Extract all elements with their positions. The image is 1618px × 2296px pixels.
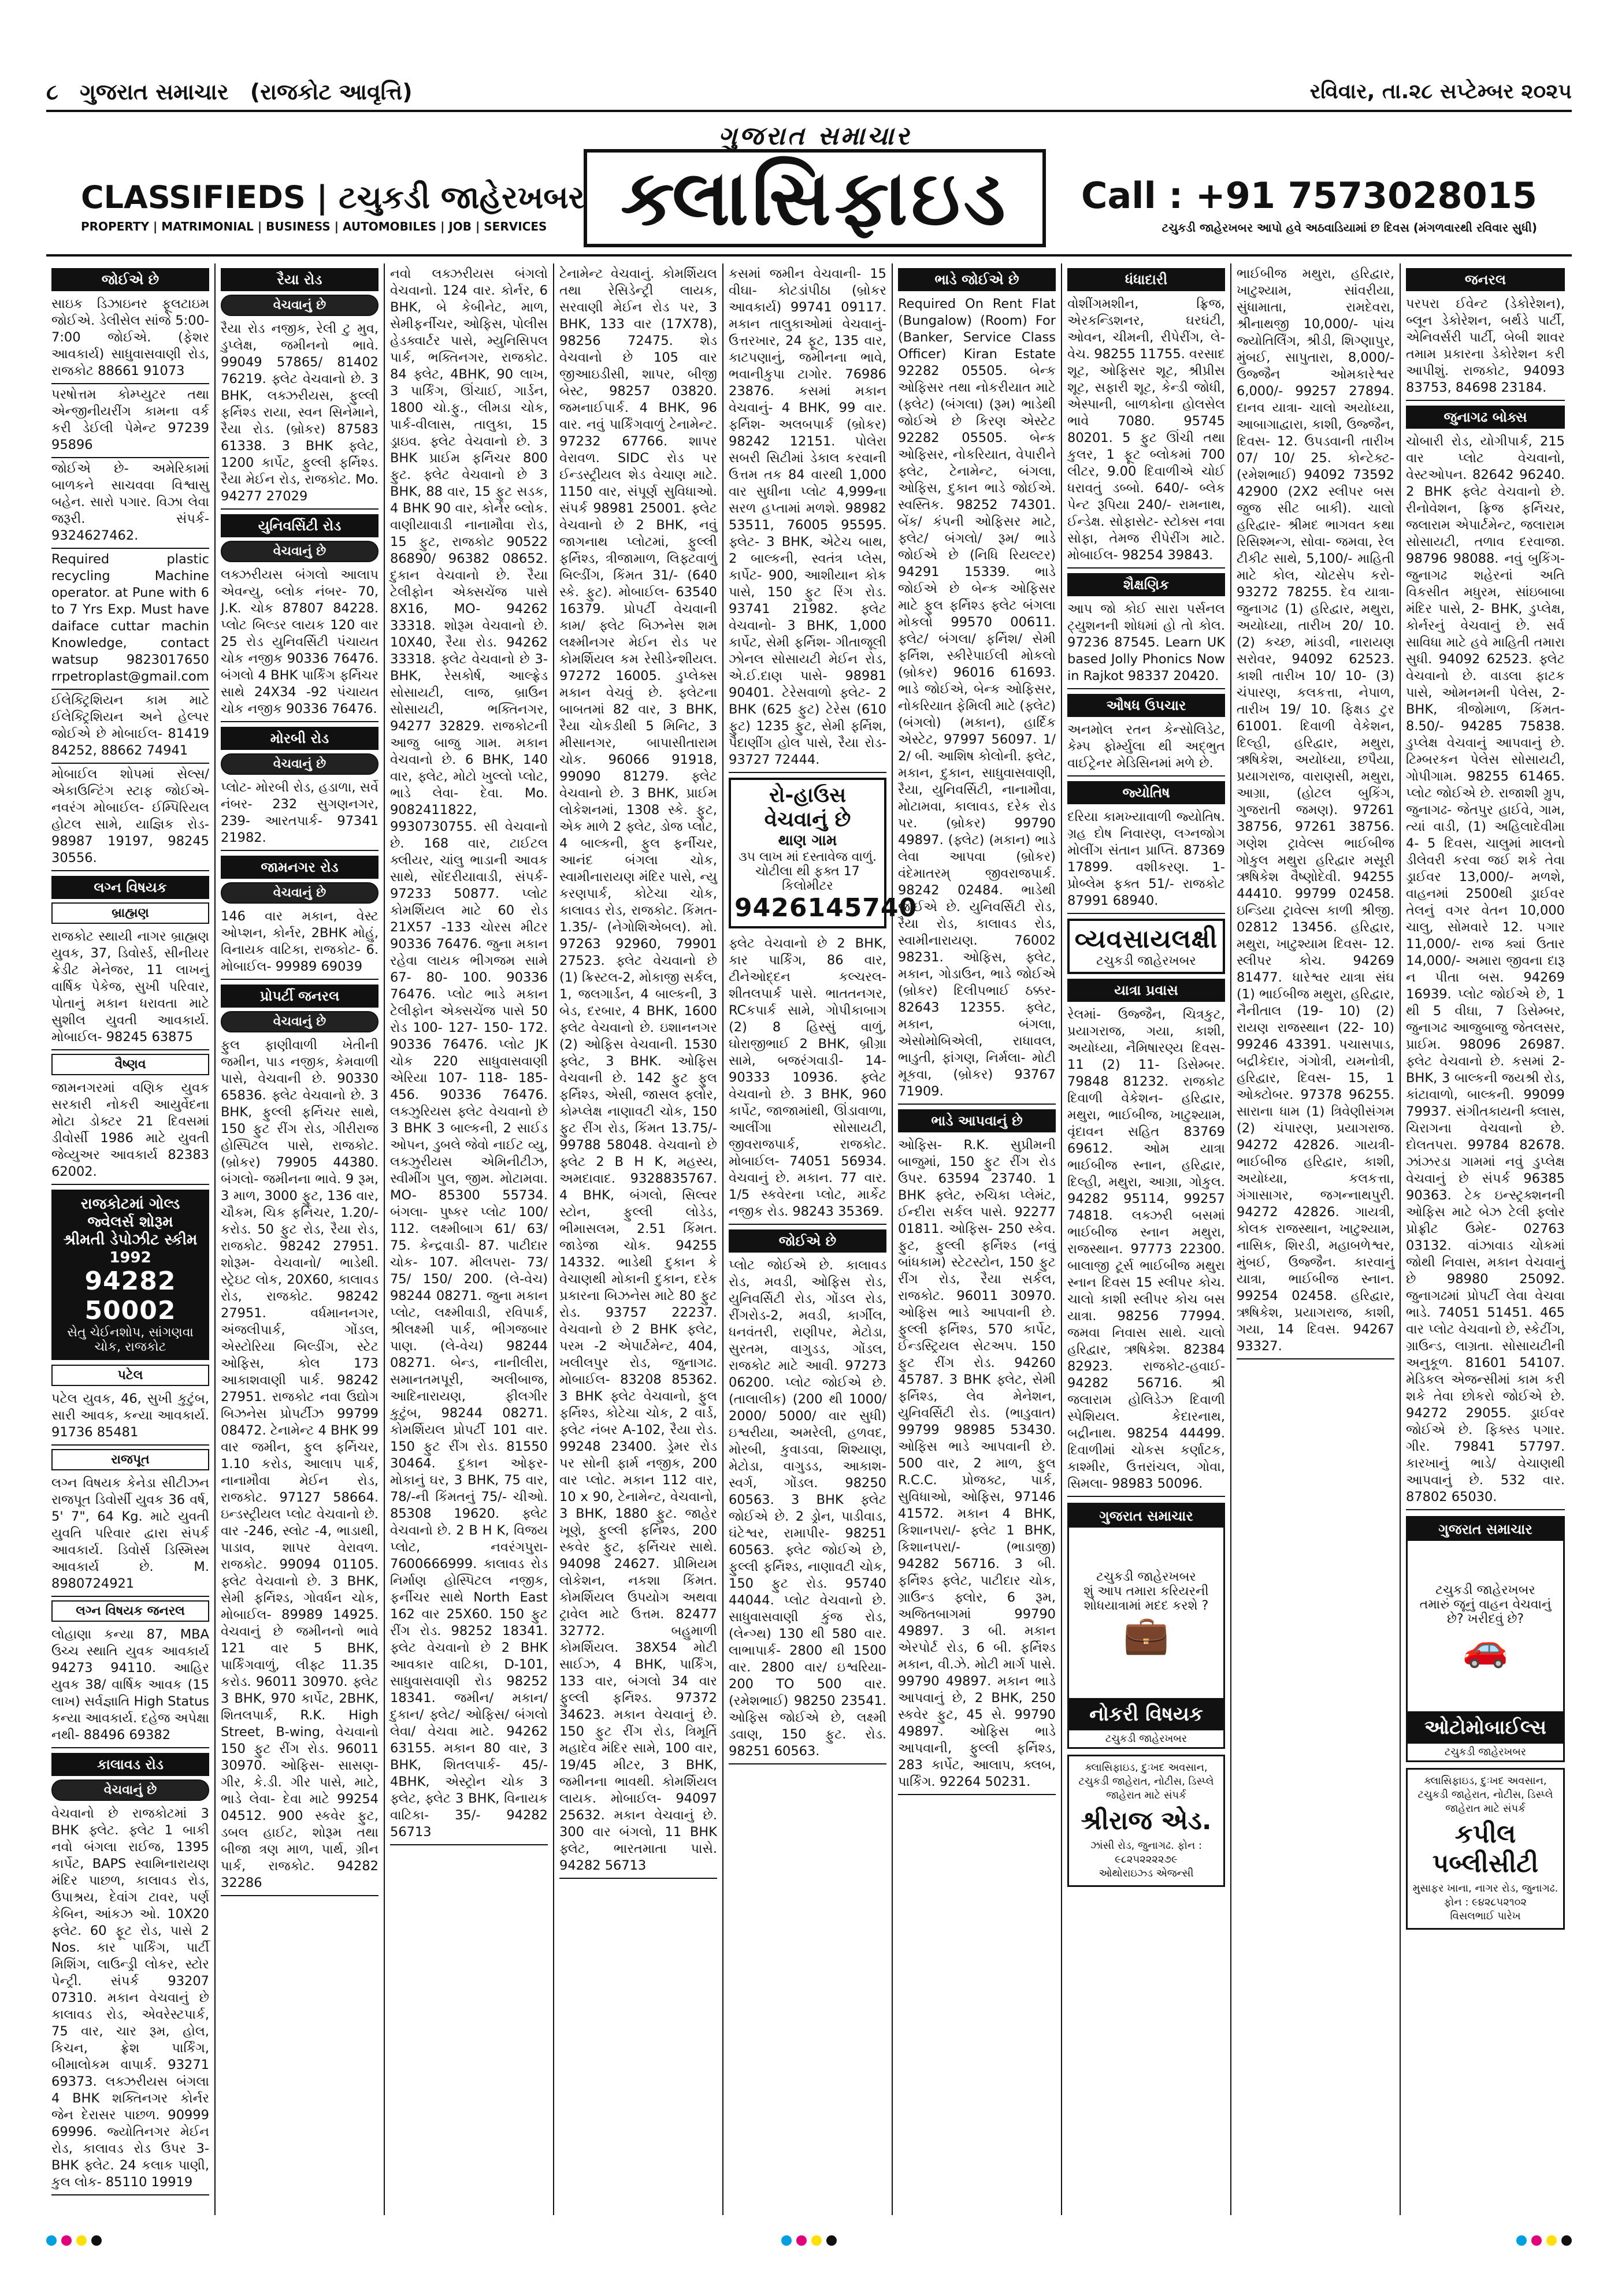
ad: કસમાં જમીન વેચવાની- 15 વીઘા- કોટડાંપીઠા (બ્રોકર આવકાર્ય) 99741 09117. મકાન તાલુકાઓમાં વેચવાનું- ઉત્તરખાર, 24 ફૂટ, 135 વાર, કાટપણાનું, જમીનના ભાવે, ભવાનીકુપા ટાગોર. 76986 23876. કસમાં મકાન વેચવાનું- 4 BHK, 99 વાર. ફર્નિશ- અલબપાર્ક (બ્રોકર) 98242 12151. પોલેરા સબરી સિટીમાં ડેકાલ કરવાની ઉત્તમ તક 84 વારથી 1,000 વાર સુધીના પ્લોટ 4,999ના સરળ હપ્તામાં મળશે. 98982 53511, 76005 95595. ફ્લેટ- 3 BHK, એટેચ બાથ, 2 બાલ્કની, સ્વતંત્ર પ્લેસ, કાર્પેટ- 900, આશીયાન કોક પાસે, 150 ફુટ રિંગ રોડ. 93741 21982. ફ્લેટ વેચવાનો- 3 BHK, 1,000 કાર્પેટ, સેમી ફર્નિશ- ગીતાજૂલી ઝોનલ સોસાયટી મેઈન રોડ, એ.ઈ.દાણ પાસે- 98981 90401. ટેરેસવાળો ફ્લેટ- 2 BHK (625 ફુટ) ટેરેસ (610 ફુટ) 1235 ફુટ, સેમી ફર્નિશ, પૈદાણીંગ હોલ પાસે, રૈયા રોડ- 93727 72444. — [729, 263, 886, 773]
agency-address: ઝાંસી રોડ, જુનાગઢ. ફોન : ૯૮૨૫૨૨૨૨૭૯ — [1090, 1840, 1203, 1866]
ad: જામનગરમાં વણિક યુવક સરકારી નોકરી આયુર્વેદના મોટા ડોક્ટર 21 દિવસમાં ડીવોર્સી 1986 માટે યુવતી જેવ્યુઅર આવકાર્ય 82383 62002. — [51, 1078, 209, 1185]
section-heading: ધંધાદારી — [1067, 268, 1225, 291]
subsection-heading: બ્રાહ્મણ — [51, 902, 209, 924]
print-footer — [46, 2223, 1572, 2258]
yellow-mark — [76, 2235, 87, 2246]
subsection-heading: પટેલ — [51, 1365, 209, 1386]
yellow-mark — [1546, 2235, 1557, 2246]
section-heading: ભાડે આપવાનું છે — [898, 1109, 1056, 1132]
ad: વોશીંગમશીન, ફ્રિજ, એરકન્ડિશનર, ઘરઘંટી, ઓવન, ચીમની, રીપેરીંગ, લે-વેચ. 98255 11755. વરસાદ શૂટ, ઓફિસર શૂટ, શ્રીપ્રીસ શૂટ, સફારી શૂટ, કેન્ડી જોધી, એસ્પાની, બાળકોના હોલસેલ ભાવે 7080. 95745 80201. 5 ફુટ ઊંચી તથા કુલર, 1 ફૂટ બ્લોકમાં 700 લીટર, 9.00 દિવાળીએ ચોઈ ધરાવતું ડબ્બો. 640/- બ્લેક પેન્ટ રૂપિયા 240/- રામનાથ, ઈન્ડેક્ષ. સોફાસેટ- સ્ટોક્સ નવા સોફા, તેમજ રીપેરીંગ માટે. મોબાઈલ- 98254 39843. — [1067, 293, 1225, 569]
ad: આપ જો કોઈ સારા પર્સનલ ટ્યુશનની શોધમાં હો તો કોલ. 97236 87545. Learn UK based Jolly Phonics Now in Rajkot 98337 20420. — [1067, 599, 1225, 689]
masthead — [46, 121, 1572, 257]
column-3 — [385, 263, 554, 2215]
ad: મોબાઈલ શોપમાં સેલ્સ/એકાઉન્ટિંગ સ્ટાફ જોઈએ- નવરંગ મોબાઈલ- ઈમ્પિરિયલ હોટલ સામે, યાજ્ઞિક રોડ- 98987 19197, 98245 30556. — [51, 764, 209, 871]
subsection-pill: વેચવાનું છે — [51, 1779, 209, 1801]
display-ad-phone: 9426145740 — [734, 893, 918, 923]
cyan-mark — [1516, 2235, 1527, 2246]
display-ad-row-house — [729, 778, 918, 928]
ad: પરપરા ઈવેન્ટ (ડેકોરેશન), બ્લૂન ડેકોરેશન, બર્થડે પાર્ટી, એનિવર્સરી પાર્ટી, બેબી શાવર તમામ પ્રકારના ડેકોરેશન કરી આપીશું. રાજકોટ, 94093 83753, 84698 23184. — [1406, 293, 1565, 401]
magenta-mark — [61, 2235, 72, 2246]
ad: રૈયા રોડ નજીક, રેલી ટુ મુવ, ડુપ્લેક્ષ, જમીનનો ભાવે. 99049 57865/ 81402 76219. ફ્લેટ વેચવાનો છે. 3 BHK, લક્ઝરીયસ, ફુલ્લી ફર્નિશ્ડ રાયા, સ્વન સિનેમાને, રૈયા રોડ. (બ્રોકર) 87583 61338. 3 BHK ફ્લેટ, 1200 કાર્પેટ, ફુલ્લી ફર્નિશ્ડ. રૈયા મેઈન રોડ, રાજકોટ. Mo. 94277 27029 — [221, 318, 378, 510]
ad: પરષોત્તમ કોમ્પ્યુટર તથા એન્જીનીયરીંગ કામના વર્ક કરી ડેઈલી પેમેન્ટ 97239 95896 — [51, 384, 209, 458]
briefcase-icon: 💼 — [1123, 1613, 1170, 1656]
issue-date: રવિવાર, તા.૨૮ સપ્ટેમ્બર ૨૦૨૫ — [1309, 80, 1572, 103]
promo-footer: ટચુકડી જાહેરખબર — [1444, 1746, 1527, 1758]
section-heading: કાલાવડ રોડ — [51, 1753, 209, 1776]
magenta-mark — [1531, 2235, 1542, 2246]
registration-marks-center — [781, 2235, 837, 2246]
ad: ઈલેક્ટ્રિશિયન કામ માટે ઈલેક્ટ્રિશિયન અને હેલ્પર જોઈએ છે મોબાઈલ- 81419 84252, 88662 74941 — [51, 690, 209, 764]
black-mark — [826, 2235, 837, 2246]
section-heading: જ્યોતિષ — [1067, 781, 1225, 804]
display-ad-phone: 94282 50002 — [84, 1266, 176, 1325]
column-9 — [1401, 263, 1570, 2215]
ad: અનમોલ રતન કેન્સોલિડેટ, કેમ્પ ફોર્મ્યુલા થી અદ્ભુત વાઈટ્રેનર મેડિસિનમાં મળે છે. — [1067, 719, 1225, 777]
subsection-heading: લગ્ન વિષયક જનરલ — [51, 1600, 209, 1622]
promo-tag: ટચુકડી જાહેરખબર — [1096, 1569, 1196, 1584]
ad: 146 વાર મકાન, વેસ્ટ ઓપ્શન, કોર્નર, 2BHK મોહું, વિનાયક વાટિકા, રાજકોટ- 6. મોબાઈલ- 99989 69039 — [221, 906, 378, 980]
category-list: PROPERTY | MATRIMONIAL | BUSINESS | AUTOMOBILES | JOB | SERVICES — [81, 220, 547, 233]
jobs-promo — [1067, 1503, 1225, 1749]
promo-category: નોકરી વિષયક — [1069, 1698, 1223, 1730]
section-heading: ભાડે જોઈએ છે — [898, 268, 1056, 291]
ad: દરિયા કામખ્યાવાળી જ્યોતિષ. ગ્રહ દોષ નિવારણ, લગ્નજોગ મોલીંગ સંતાન પ્રાપ્તિ. 87369 17899. વશીકરણ. 1- પ્રોબ્લેમ ફક્ત 51/- રાજકોટ 87991 68940. — [1067, 807, 1225, 914]
section-heading: જોઈએ છે — [729, 1229, 886, 1253]
section-heading: ઔષધ ઉપચાર — [1067, 694, 1225, 717]
promo-body — [1069, 1528, 1223, 1698]
cyan-mark — [46, 2235, 57, 2246]
display-ad-line: થાણ ગામ — [778, 832, 837, 849]
section-heading: જામનગર રોડ — [221, 856, 378, 879]
ad: ફુલ ફાણીવાળી ખેતીની જમીન, પાડ નજીક, કેમવાળી પાસે, વેચવાની છે. 90330 65836. ફ્લેટ વેચવાનો છે. 3 BHK, ફુલ્લી ફર્નિચર સાથે, 150 ફુટ રીંગ રોડ, ગીરીરાજ હોસ્પિટલ પાસે, રાજકોટ. (બ્રોકર) 79905 44380. બંગલો- જમીનના ભાવે. 9 રૂમ, 3 માળ, 3000 ફુટ, 136 વાર, ચૌકમ, ચિક ફર્નિચર, 1.20/- કરોડ. 50 ફુટ રોડ, રૈયા રોડ, રાજકોટ. 98242 27951. શોરૂમ- વેચવાનો/ ભાડેથી. સ્ટ્રેઇટ લોક, 20X60, કાલાવડ રોડ, રાજકોટ. 98242 27951. વર્ધમાનનગર, અંજલીપાર્ક, ગોંડલ, એસ્ટોરિયા બિલ્ડીંગ, સ્ટેટ ઓફિસ, કોલ 173 આકાશવાણી પાર્ક. 98242 27951. રાજકોટ નવા ઉદ્યોગ બિઝનેસ પ્રોપર્ટીઝ 99799 08472. ટેનામેન્ટ 4 BHK 99 વાર જમીન, ફુલ ફર્નિચર, 1.10 કરોડ, આલાપ પાર્ક, નાનામૌવા મેઈન રોડ, રાજકોટ. 97127 58664. ઇન્ડસ્ટ્રીયલ પ્લોટ વેચવાનો છે. વાર -246, સ્લોટ -4, ભાડાથી, પાડાવ, શાપર વેરાવળ. રાજકોટ. 99094 01105. ફ્લેટ વેચવાનો છે. 3 BHK, સેમી ફર્નિશ્ડ, ગોવર્ધન ચોક, મોબાઈલ- 89989 14925. વેચવાનું છે જમીનનો ભાવે 121 વાર 5 BHK, પાર્કિંગવાળું, લીફ્ટ 11.35 કરોડ. 96011 30970. ફ્લેટ 3 BHK, 970 કાર્પેટ, 2BHK, શિતલપાર્ક, R.K. High Street, B-wing, વેચવાનો 150 ફુટ રીંગ રોડ. 96011 30970. ઓફિસ- સાસણ- ગીર, કે.ડી. ગીર પાસે, માટે, ભાડે લેવા- દેવા માટે 99254 04512. 900 સ્કવેર ફુટ, ડબલ હાઈટ, શોરૂમ તથા બીજા ત્રણ માળ, પાર્થ, ગ્રીન પાર્ક, રાજકોટ. 94282 32286 — [221, 1035, 378, 1896]
header-left — [46, 79, 426, 105]
ad: રાજકોટ સ્થાયી નાગર બ્રાહ્મણ યુવક, 37, ડિવોર્સ્ડ, સીનીયર ક્રેડીટ મેનેજર, 11 લાખનું વાર્ષિક પેકેજ, સુખી પરિવાર, પોતાનું મકાન ધરાવતા માટે સુશીલ યુવતી આવકાર્ય. મોબાઈલ- 98245 63875 — [51, 926, 209, 1050]
column-7 — [1062, 263, 1231, 2215]
agency-authorised: ઓથોરાઇઝ્ડ એજન્સી — [1099, 1867, 1194, 1879]
section-heading: યુનિવર્સિટી રોડ — [221, 514, 378, 537]
promo-text: તમારું જૂનું વાહન વેચવાનું છે? ખરીદવું છે? — [1419, 1597, 1552, 1626]
column-4 — [554, 263, 723, 2215]
section-heading: લગ્ન વિષયક — [51, 876, 209, 899]
subsection-pill: વેચવાનું છે — [221, 541, 378, 562]
section-heading: યાત્રા પ્રવાસ — [1067, 979, 1225, 1002]
subsection-pill: વેચવાનું છે — [221, 753, 378, 775]
subsection-pill: વેચવાનું છે — [221, 295, 378, 316]
promo-footer: ટચુકડી જાહેરખબર — [1105, 1733, 1187, 1745]
agency-name: કપીલ પબ્લીસીટી — [1432, 1819, 1539, 1878]
paper-name: ગુજરાત સમાચાર — [80, 79, 229, 105]
subsection-pill: વેચવાનું છે — [221, 882, 378, 904]
display-ad-line: શ્રીમતી ડેપોઝીટ સ્કીમ 1992 — [63, 1231, 198, 1266]
section-heading: જુનાગઢ બોક્સ — [1406, 406, 1565, 429]
agency-address: મુસાફર ખાના, નાગર રોડ, જુનાગઢ. ફોન : ૯૪૨૮૫૨૧૦૨ — [1412, 1882, 1558, 1908]
agency-authorised: વિસલભાઈ પારેખ — [1450, 1910, 1521, 1922]
agency-tagline: ક્લાસિફાઇડ, દુઃખદ અવસાન, ટચુકડી જાહેરાત, નોટીસ, ડિસ્પ્લે જાહેરાત માટે સંપર્ક — [1417, 1775, 1553, 1815]
magenta-mark — [796, 2235, 807, 2246]
ad: લોહાણા કન્યા 87, MBA ઉચ્ચ સ્થાતિ યુવક આવકાર્ય 94273 94110. આહિર યુવક 38/ વાર્ષિક આવક (15 લાખ) સર્વજ્ઞાતિ High Status કન્યા આવકાર્ય. દહેજ અપેક્ષા નથી- 88496 69382 — [51, 1624, 209, 1748]
page-number: ૮ — [46, 79, 58, 105]
yellow-mark — [811, 2235, 822, 2246]
section-heading: પ્રોપર્ટી જનરલ — [221, 984, 378, 1008]
column-1 — [46, 263, 216, 2215]
masthead-brand: ગુજરાત સમાચાર — [718, 121, 911, 151]
agency-ad — [1067, 1755, 1225, 1887]
black-mark — [91, 2235, 102, 2246]
ad: લગ્ન વિષયક કેનેડા સીટીઝન રાજપૂત ડિવોર્સી યુવક 36 વર્ષ, 5' 7", 64 Kg. માટે યુવતી યુવતિ પરિવાર દ્વારા સંપર્ક આવકાર્ય. ડિવોર્સ ડિસ્મિસ્મ આવકાર્ય છે. M. 8980724921 — [51, 1473, 209, 1597]
display-ad-line: રો-હાઉસ વેચવાનું છે — [764, 783, 851, 831]
promo-body — [1408, 1541, 1563, 1711]
promo-text: શું આપ તમારા કરિયરની શોધયાત્રામાં મદદ કરશે ? — [1083, 1584, 1209, 1613]
ad: નવો લક્ઝરીયસ બંગલો વેચવાનો. 124 વાર. કોર્નર, 6 BHK, બે કેબીનેટ, માળ, સેમીફર્નીચર, ઓફિસ, પોલીસ હેડક્વાર્ટર પાસે, મ્યુનિસિપલ પાર્ક, ભક્તિનગર, રાજકોટ. 84 ફ્લેટ, 4BHK, 90 લાખ, 3 પાર્કિંગ, ઊંચાઈ, ગાર્ડન, 1800 ચો.ફુ., લીમડા ચોક, પાર્ક-વીલાસ, તાલુકા, 15 ડ્રાઇવ. ફ્લેટ વેચવાનો છે. 3 BHK પ્રાઈમ ફર્નિચર 800 ફુટ. ફ્લેટ વેચવાનો છે 3 BHK, 88 વાર, 15 ફુટ સડક, 4 BHK 90 વાર, કોર્નર બ્લોક. વાણીયાવાડી નાનામૌવા રોડ, 15 ફુટ, રાજકોટ 90522 86890/ 96382 08652. દુકાન વેચવાનો છે. રૈયા ટેલીફોન એક્સચેંજ પાસે 8X16, MO- 94262 33318. શોરૂમ વેચવાનો છે. 10X40, રૈયા રોડ. 94262 33318. ફ્લેટ વેચવાનો છે 3- BHK, રેસકોર્ષ, આલ્ફ્રેડ સોસાયટી, લાજ, બ્રાઉન સોસાયટી, ભક્તિનગર, 94277 32829. રાજકોટની આજુ બાજુ ગામ. મકાન વેચવાનો છે. 6 BHK, 140 વાર, ફ્લેટ, મોટો ખુલ્લો પ્લોટ, ભાડે લેવા- દેવા. Mo. 9082411822, 9930730755. સી વેચવાનો છે. 168 વાર, ટાઈટલ ક્લીયર, ચાંલુ ભાડાની આવક સાથે, સોંદરીયાવાડી, સંપર્ક- 97233 50877. પ્લોટ કોમર્શિયલ માટે 60 રોડ 21X57 -133 ચોરસ મીટર 90336 76476. જુના મકાન રહેવા લાયક ભીગજમ સામે 67- 80- 100. 90336 76476. પ્લોટ ભાડે મકાન ટેલીફોન એક્સચેંજ પાસે 50 રોડ 100- 127- 150- 172. 90336 76476. પ્લોટ JK ચોક 220 સાધુવાસવાણી એરિયા 107- 118- 185- 456. 90336 76476. લક્ઝુરિયસ ફ્લેટ વેચવાનો છે 3 BHK 3 બાલ્કની, 2 સાઈડ ઓપન, ડુબલે જેવો નાઈટ વ્યુ, લક્ઝુરીયસ એમિનીટીઝ, સ્વીમીંગ પુલ, જીમ. મોટામવા. MO- 85300 55734. બંગલા- પુષ્કર પ્લોટ 100/ 112. લક્ષ્મીબાગ 61/ 63/ 75. કેન્દ્રવાડી- 87. પાટીદાર ચોક- 107. મીલપરા- 73/ 75/ 150/ 200. (લે-વેચ) 98244 08271. જુના મકાન પ્લોટ, લક્ષ્મીવાડી, રવિપાર્ક, શ્રીલક્ષ્મી પાર્ક, ભીગજબાર પાણ. (લે-વેચ) 98244 08271. બેન્ડ, નાનીલીરા, સમાનતમપૂરી, અલીબાજ, આદિનારાયણ, ફીલગીર કુટુંબ, 98244 08271. કોમર્શિયલ પ્રોપર્ટી 101 વાર. 150 ફુટ રીંગ રોડ. 81550 30464. દુકાન ઓફર- મોકાનું ઘર, 3 BHK, 75 વાર, 78/-ની કિંમતનું 75/- ચીઓ. 85308 19620. ફ્લેટ વેચવાનો છે. 2 B H K, વિજય પ્લોટ, નવરંગપુરા- 7600666999. કાલાવડ રોડ નિર્માણ હોસ્પિટલ નજીક, ફર્નીચર સાથે North East 162 વાર 25X60. 150 ફુટ રીંગ રોડ. 98252 18341. ફ્લેટ વેચવાનો છે 2 BHK આવકાર વાટિકા, D-101, સાધુવાસવાણી રોડ 98252 18341. જમીન/ મકાન/ દુકાન/ ફ્લેટ/ ઓફિસ/ બંગલો લેવા/ વેચવા માટે. 94262 63155. મકાન 80 વાર, 3 BHK, શિતલપાર્ક- 45/- 4BHK, એસ્ટ્રોન ચોક 3 ફ્લેટ, ફ્લેટ 3 BHK, વિનાયક વાટિકા- 35/- 94282 56713 — [390, 263, 548, 1845]
edition: (રાજકોટ આવૃત્તિ) — [250, 79, 413, 105]
ad: રેલમાં- ઉજ્જૈન, ચિત્રકુટ, પ્રયાગરાજ, ગયા, કાશી, અયોધ્યા, નૈમિષારણ્ય દિવસ- 11 (2) 11- ડિસેમ્બર. 79848 81232. રાજકોટ દિવાળી વેકેશન- હરિદ્વાર, મથુરા, ભાઈબીજ, ખાટુશ્યામ, વૃંદાવન સહિત 83769 69612. ઓમ યાત્રા ભાઈબીજ સ્નાન, હરિદ્વાર, દિલ્હી, મથુરા, આગ્રા, ગોકુલ. 94282 95114, 99257 74818. લક્ઝરી બસમાં ભાઈબીજ સ્નાન મથુરા, રાજસ્થાન. 97773 22300. બાલાજી ટૂર્સ ભાઈબીજ મથુરા સ્નાન દિવસ 15 સ્લીપર કોચ. ચાલો કાશી સ્લીપર કોચ બસ યાત્રા. 98256 77994. જમવા નિવાસ સાથે. ચાલો હરિદ્વાર, ઋષિકેશ. 82384 82923. રાજકોટ-હવાઈ- 94282 56716. શ્રી જલારામ હોલિડેઝ દિવાળી સ્પેશિયલ. કેદારનાથ, બદ્રીનાથ. 98254 44499. દિવાળીમાં ચોકસ કર્ણાટક, કાશ્મીર, ઉત્તરાંચલ, ગોવા, સિમલા- 98983 50096. — [1067, 1004, 1225, 1497]
promo-brand: ગુજરાત સમાચાર — [1069, 1504, 1223, 1528]
ad: ચોબારી રોડ, યોગીપાર્ક, 215 વાર પ્લોટ વેચવાનો, વેસ્ટઓપન. 82642 96240. 2 BHK ફ્લેટ વેચવાનો છે. રીનોવેશન, ફ્રિજ ફર્નિચર, જલારામ એપાર્ટમેન્ટ, જલારામ સોસાયટી, તળાવ દરવાજા. 98796 98088. નવું બુકિંગ- જુનાગઢ શહેરનાં અતિ વિકસીત મધુરમ, સાંઇબાબા મંદિર પાસે, 2- BHK, ડુપ્લેક્ષ, કોર્નરનું વેચવાનું છે. સર્વ સાવિધા માટે હવે માહિતી તમારા સુધી. 94092 62523. ફ્લેટ વેચવાનો છે. વાડલા ફાટક પાસે, ઓમનમની પેલેસ, 2- BHK, ત્રીજોમાળ, કિંમત- 8.50/- 94285 75838. ડુપ્લેક્ષ વેચવાનું આપવાનું છે. ટિમ્બરકન પેલેસ સોસાયટી, ગોપીગામ. 98255 61465. પ્લોટ જોઈએ છે. રાજાશી ગ્રુપ, જુનાગઢ- જેતપુર હાઈવે, ગામ, ત્યાં વાડી, (1) અહિલાદેવીમા 4- 5 દિવસ, ચાલુમાં માલનો ડીલેવરી કરવા જઈ શકે તેવા ડ્રાઈવર 13,000/- મળશે, વાહનમાં 2500થી ડ્રાઈવર તેલનું વગર વેતન 10,000 ચાલુ, સોમવારે 12. પગાર 11,000/- રાજ ક્યાં ઉતાર 14,000/- અમારા જીવના દારૂ ન પીતા બસ. 94269 16939. પ્લોટ જોઈએ છે, 1 થી 5 વીઘા, 7 ડિસેમ્બર, જુનાગઢ આજુબાજુ જેતલસર, પ્રાઈમ. 98096 26987. ફ્લેટ વેચવાનો છે. કસમાં 2- BHK, 3 બાલ્કની જયશ્રી રોડ, કાંટાવાળો, બાલ્કની. 99099 79937. સંગીતકાયની ક્લાસ, ચિરાગના વેચવાનો છે. દોલતપરા. 99784 82678. ઝાંઝરડા ગામમાં નવું ડુપ્લેક્ષ વેચવાનું છે સંપર્ક 96385 90363. ટેક ઇન્સ્ટ્રક્શનની ઓફિસ માટે બેઝ ટેલી ફ્લોર પ્રોફ્રીટ ઉમેદ- 02763 03132. વાંઝાવાડ ચોકમાં જોથી નિવાસ, મકાન વેચવાનું છે 98980 25092. જુનાગઢમાં પ્રોપર્ટી લેવા વેચવા ભાડે. 74051 51451. 465 વાર પ્લોટ વેચવાનો છે, સ્કેટીંગ, ગ્રાઉન્ડ, લાગ્રતા. સોસાયટીની અનુકૂળ. 81601 54107. મેડિકલ એજન્સીમાં કામ કરી શકે તેવા છોકરો જોઈએ છે. 94272 29055. ડ્રાઈવર જોઈએ છે. ફિક્સ્ડ પગાર. ગીર. 79841 57797. કારખાનું ભાડે/ વેચાણથી આપવાનું છે. 532 વાર. 87802 65030. — [1406, 431, 1565, 1510]
ad: ટેનામેન્ટ વેચવાનું. કોમર્શિયલ તથા રેસિડેન્ટ્રી લાયક, સરવાણી મેઈન રોડ પર, 3 BHK, 133 વાર (17X78), 98256 72475. શેડ વેચવાનો છે 105 વાર જીઆઇડીસી, શાપર, બીજી બેસ્ટ, 98257 03820. જમનાઈપાર્ક. 4 BHK, 96 વાર. નવું પાર્કિંગવાળું ટેનામેન્ટ. 97232 67766. શાપર વેરાવળ. SIDC રોડ પર ઈન્ડસ્ટ્રીયલ શેડ વેચાણ માટે. 1150 વાર, સંપૂર્ણ સુવિધાઓ. સંપર્ક 98981 25001. ફ્લેટ વેચવાનો છે 2 BHK, નવું જાગનાથ પ્લોટમાં, ફુલ્લી ફર્નિશ્ડ, ત્રીજામાળ, લિફ્ટવાળું બિલ્ડીંગ, કિંમત 31/- (640 સ્કે. ફુટ). મોબાઈલ- 63540 16379. પ્રોપર્ટી વેચવાની કામ/ ફ્લેટ બિઝનેસ શમ લક્ષ્મીનગર મેઈન રોડ પર કોમર્શિયલ કમ રેસીડેન્શીયલ. 97272 16005. ડુપ્લેક્સ મકાન વેચવું છે. ફ્લેટના બાબતમાં 82 વાર, 3 BHK, રૈયા ચોકડીથી 5 મિનિટ, 3 મીસાનગર, બાપાસીતારામ ચોક. 96066 91918, 99090 81279. ફ્લેટ વેચવાનો છે. 3 BHK, પ્રાઈમ લોકેશનમાં, 1308 સ્કે. ફુટ, એક માળે 2 ફ્લેટ, ડોજ પ્લોટ, 4 બાલ્કની, ફુલ ફર્નીચર, આનંદ બંગલા ચોક, સ્વામીનારાયણ મંદિર પાસે, ન્યુ કરણપાર્ક, કોટેચા ચોક, કાલાવડ રોડ, રાજકોટ. કિંમત- 1.35/- (નેગોશિએબલ). મો. 97263 92960, 79901 27523. ફ્લેટ વેચવાનો છે (1) ક્રિસ્ટલ-2, મોકાજી સર્કલ, 1, જલગાર્ડન, 4 બાલ્કની, 3 બેડ, દરબાર, 4 BHK, 1600 ફ્લેટ વેચવાનો છે. ઇશાનનગર (2) ઓફિસ વેચવાની. 1530 ફ્લેટ, 3 BHK. ઓફિસ વેચવાની છે. 142 ફુટ ફુલ ફર્નિશ્ડ, એસી, જાસલ ફ્લોર, કોમ્પ્લેક્ષ નાણાવટી ચોક, 150 ફુટ રીંગ રોડ, કિંમત 13.75/- 99788 58048. વેચવાનો છે ફ્લેટ 2 B H K, મહસ્ય, અમદાવાદ. 9328835767. 4 BHK, બંગલો, સિલ્વર સ્ટોન, ફુલ્લી લોડેડ, ભીમાસલમ, 2.51 કિંમત. જાડેજા ચોક. 94255 14332. ભાડેથી દુકાન કે વેચાણથી મોકાની દુકાન, દરેક પ્રકારના બિઝનેસ માટે 80 ફુટ રોડ. 93757 22237. વેચવાનો છે 2 BHK ફ્લેટ, પરમ -2 એપાર્ટમેન્ટ, 404, ખલીલપુર રોડ, જુનાગઢ. મોબાઈલ- 83208 85362. 3 BHK ફ્લેટ વેચવાનો, ફુલ ફર્નિશ્ડ, કોટેચા ચોક, 2 વાર્ડ, ફ્લેટ નંબર A-102, રૈયા રોડ. 99248 23400. ડ્રેમર રોડ પર સોની ફાર્મ નજીક, 200 વાર પ્લોટ. મકાન 112 વાર, 10 x 90, ટેનામેન્ટ, વેચવાનો, 3 BHK, 1880 ફુટ. જાહેર ખૂણે, ફુલ્લી ફર્નિશ્ડ, 200 સ્કવેર ફુટ, ફર્નિચર સાથે. 94098 24627. પ્રીમિયમ લોકેશન, નકશા કિંમત. કોમર્શિયલ ઉપયોગ અથવા ટ્રાવેલ માટે ઉત્તમ. 82477 32772. બહુમાળી કોમર્શિયલ. 38X54 મોટી સાઈઝ, 4 BHK, પાર્કિંગ, 133 વાર, બંગલો 34 વાર ફુલ્લી ફર્નિશ્ડ. 97372 34623. મકાન વેચવાનું છે. 150 ફુટ રીંગ રોડ, ત્રિમૂર્તિ મહાદેવ મંદિર સામે, 100 વાર, 19/45 મીટર, 3 BHK, જમીનના ભાવથી. કોમર્શિયલ લાયક. મોબાઈલ- 94097 25632. મકાન વેચવાનું છે. 300 વાર બંગલો, 11 BHK ફ્લેટ, ભારતમાતા પાસે. 94282 56713 — [559, 263, 717, 1879]
promo-subtitle: ટચુકડી જાહેરખબર — [1096, 954, 1196, 968]
running-header — [46, 74, 1572, 112]
ad: પટેલ યુવક, 46, સુખી કુટુંબ, સારી આવક, કન્યા આવકાર્ય. 91736 85481 — [51, 1388, 209, 1446]
subsection-heading: વૈષ્ણવ — [51, 1054, 209, 1075]
agency-ad — [1406, 1768, 1565, 1930]
ad: Required plastic recycling Machine operator. at Pune with 6 to 7 Yrs Exp. Must have daiface cuttar machin Knowledge, contact watsup 9823017650 rrpetroplast@gmail.com — [51, 549, 209, 690]
classified-columns — [46, 263, 1572, 2215]
business-promo — [1067, 919, 1225, 974]
call-note: ટચુકડી જાહેરખબર આપો હવે અઠવાડિયામાં છ દિવસ (મંગળવારથી રવિવાર સુધી) — [1161, 221, 1537, 235]
ad: સાઇક ડિઝાઇનર ફૂલટાઇમ જોઈએ. ડેલીસેલ સાંજે 5:00-7:00 જોઈએ. (ફેશર આવકાર્ય) સાધુવાસવાણી રોડ, રાજકોટ 88661 91073 — [51, 293, 209, 384]
display-ad-line: સેતુ ચેઈનશોપ, સાંગણવા ચોક, રાજકોટ — [67, 1325, 194, 1354]
column-5 — [723, 263, 918, 2215]
section-heading: જોઈએ છે — [51, 268, 209, 291]
column-2 — [216, 263, 385, 2215]
display-ad-line: રાજકોટમાં ગોલ્ડ જ્વેલર્સ શોરૂમ — [80, 1195, 180, 1231]
section-heading: રૈયા રોડ — [221, 268, 378, 291]
masthead-title: ક્લાસિફાઇડ — [584, 149, 1046, 247]
ad: લક્ઝરીયસ બંગલો આલાપ એવન્યુ, બ્લોક નંબર- 70, J.K. ચોક 87807 84228. પ્લોટ બિલ્ડર લાયક 120 વાર 25 રોડ યુનિવર્સિટી પંચાયત ચોક નજીક 90336 76476. બંગલો 4 BHK પાર્કિંગ ફર્નિચર સાથે 24X34 -92 પંચાયત ચોક નજીક 90336 76476. — [221, 564, 378, 722]
section-heading: શૈક્ષણિક — [1067, 573, 1225, 596]
registration-marks-right — [1516, 2235, 1572, 2246]
column-8 — [1231, 263, 1401, 2215]
subsection-pill: વેચવાનું છે — [221, 1011, 378, 1032]
agency-tagline: ક્લાસિફાઇડ, દુઃખદ અવસાન, ટચુકડી જાહેરાત, નોટીસ, ડિસ્પ્લે જાહેરાત માટે સંપર્ક — [1078, 1762, 1214, 1801]
ad: ઓફિસ- R.K. સુપ્રીમની બાજુમાં, 150 ફુટ રીંગ રોડ ઉપર. 63594 23740. 1 BHK ફ્લેટ, રુચિકા પ્લેમંટ, ઈન્દીરા સર્કલ પાસે. 92277 01811. ઓફિસ- 250 સ્કેવ. ફુટ, ફુલ્લી ફર્નિશ્ડ (નવું બાંધકામ) સ્ટેટસ્ટોન, 150 ફુટ રીંગ રોડ, રૈયા સર્કલ, રાજકોટ. 96011 30970. ઓફિસ ભાડે આપવાની છે. ફુલ્લી ફર્નિશ્ડ, 570 કાર્પેટ, ઈન્ડસ્ટ્રિયલ સેટઅપ. 150 ફુટ રીંગ રોડ. 94260 45787. 3 BHK ફ્લેટ, સેમી ફર્નિશ્ડ, લેવ મેનેશન, યુનિવર્સિટી રોડ. (ભાડુવાત) 99799 98985 53430. ઓફિસ ભાડે આપવાની છે. 500 વાર, 2 માળ, ફુલ R.C.C. પ્રોજક્ટ, પાર્ક, સુવિધાઓ, ઓફિસ, 97146 41572. મકાન 4 BHK, કિશાનપરા/- ફ્લેટ 1 BHK, કિશાનપરા/- (ભાડાજી) 94282 56716. 3 બી. ફર્નિશ્ડ ફ્લેટ, પાટીદાર ચોક, ગ્રાઉન્ડ ફ્લોર, 6 રૂમ, અજિતબાગમાં 99790 49897. 3 બી. મકાન એરપોર્ટ રોડ, 6 બી. ફર્નિશ્ડ મકાન, વી.ઝે. મોટી માર્ગ પાસે. 99790 49897. મકાન ભાડે આપવાનું છે, 2 BHK, 250 સ્કવેર ફુટ, 45 સે. 99790 49897. ઓફિસ ભાડે આપવાની, ફુલ્લી ફર્નિશ્ડ, 283 કાર્પેટ, આલાપ, ક્લબ, પાર્કિંગ. 92264 50231. — [898, 1135, 1056, 1795]
ad: ફ્લેટ વેચવાનો છે 2 BHK, કાર પાર્કિંગ, 86 વાર, ટીનેઓદ્દન કલ્ચરલ- શીતલપાર્ક પાસે. ભાતતનગર, RCકપાર્ક સામે, ગોપીકાબાગ (2) 8 હિસ્સું વાળું, ઘોરાજીભાઈ 2 BHK, બ્રીગ્રા સામે, બજરંગવાડી- 14- 90333 10936. ફ્લેટ વેચવાનો છે. 3 BHK, 960 કાર્પેટ, જાજામાંથી, ઊંડાવાળા, આલીંગા સોસાયટી, જીવરાજપાર્ક, રાજકોટ. મોબાઈલ- 74051 56934. વેચવાનું છે. મકાન. 77 વાર. 1/5 સ્કવેરના પ્લોટ, માર્કેટ નજીક રોડ. 98243 35369. — [729, 933, 886, 1225]
ad: વેચવાનો છે રાજકોટમાં 3 BHK ફ્લેટ. ફ્લેટ 1 બાકી નવો બંગલા રાઈજ, 1395 કાર્પેટ, BAPS સ્વામિનારાયણ મંદિર પાછળ, કાલાવડ રોડ, ઉપાશ્રય, દેવાંગ ટાવર, પર્ણ કેબિન, આંકઝ ઓ. 10X20 ફ્લેટ. 60 ફૂટ રોડ, પાસે 2 Nos. કાર પાર્કિંગ, પાર્ટી મિશિંગ, લાઉન્ડ્રી લોકર, સ્ટોર પેન્ટ્રી. સંપર્ક 93207 07310. મકાન વેચવાનું છે કાલાવડ રોડ, એવરેસ્ટપાર્ક, 75 વાર, ચાર રૂમ, હોલ, કિચન, ફ્રેશ પાર્કિંગ, બીમાલોકમ વાપાર્ક. 93271 69373. લક્ઝરીયસ બંગલા 4 BHK શક્તિનગર કોર્નર જેન દેરાસર પાછળ. 90999 69996. જ્યોતિનગર મેઈન રોડ, કાલાવડ રોડ ઉપર 3- BHK ફ્લેટ. 24 કલાક પાણી, કુલ લોક- 85110 19919 — [51, 1803, 209, 2195]
black-mark — [1561, 2235, 1572, 2246]
promo-title: વ્યવસાયલક્ષી — [1074, 924, 1218, 954]
ad: જોઈએ છે- અમેરિકામાં બાળકને સાચવવા વિશ્વાસુ બહેન. સારો પગાર. વિઝા લેવા જરૂરી. સંપર્ક- 9324627462. — [51, 458, 209, 549]
display-ad-jewellers — [51, 1190, 209, 1360]
agency-name: શ્રીરાજ એડ. — [1081, 1806, 1212, 1836]
ad: Required On Rent Flat (Bungalow) (Room) For (Banker, Service Class Officer) Kiran Estate 92282 05505. બેન્ક ઓફિસર તથા નોકરીયાત માટે (ફ્લેટ) (બંગલા) (રૂમ) ભાડેથી જોઈએ છે કિરણ એસ્ટેટ 92282 05505. બેન્ક ઓફિસર, નોકરિયાત, વેપારીને ફ્લેટ, ટેનામેન્ટ, બંગલા, ઓફિસ, દુકાન ભાડે જોઈએ. સ્વસ્તિક. 98252 74301. બેંક/ કંપની ઓફિસર માટે, ફ્લેટ/ બંગલો/ રૂમ/ ભાડે જોઈએ છે (નિધિ રિયલ્ટર) 94291 15339. ભાડે જોઈએ છે બેન્ક ઓફિસર માટે ફુલ ફર્નિશ્ડ ફ્લેટ બંગલા મોકલો 99570 00611. ફ્લેટ/ બંગલા/ ફર્નિશ/ સેમી ફર્નિશ, સ્કીરેપાઈલી મોકલો (બ્રોકર) 96016 61693. ભાડે જોઈએ, બેન્ક ઓફિસર, નોકરિયાત ફેમિલી માટે (ફ્લેટ) (બંગલો) (મકાન), હાર્દિક એસ્ટેટ, 97997 56097. 1/ 2/ બી. આશિષ કોલોની. ફ્લેટ, મકાન, દુકાન, સાધુવાસવાણી, રૈયા, યુનિવર્સિટી, નાનામૌવા, મોટામવા, કાલાવડ, દરેક રોડ પર. (બ્રોકર) 99790 49897. (ફ્લેટ) (મકાન) ભાડે લેવા આપવા (બ્રોકર) વંદેમાતરમ્ જીવરાજપાર્ક. 98242 02484. ભાડેથી જોઈએ છે. યુનિવર્સિટી રોડ, રૈયા રોડ, કાલાવડ રોડ, સ્વામીનારાયણ. 76002 98231. ઓફિસ, ફ્લેટ, મકાન, ગોડાઉન, ભાડે જોઈએ (બ્રોકર) દિલીપભાઈ ઠક્કર- 82643 12355. ફ્લેટ, મકાન, બંગલા, એસોમોબિએલી, રાધાવલ, ભાડુતી, ફાંગણ, નિર્મલા- મોટી મૂકવા, (બ્રોકર) 93767 71909. — [898, 293, 1056, 1105]
column-6 — [893, 263, 1062, 2215]
section-heading: જનરલ — [1406, 268, 1565, 291]
display-ad-line: ૩૫ લાખ માં દસ્તાવેજ વાળું. ચોટીલા થી ફક્ત 17 કિલોમીટર — [738, 850, 877, 893]
promo-category: ઓટોમોબાઈલ્સ — [1408, 1711, 1563, 1744]
classifieds-label: CLASSIFIEDS | ટચુકડી જાહેરખબર — [81, 179, 585, 216]
ad: ભાઈબીજ મથુરા, હરિદ્વાર, ખાટુશ્યામ, સાંવરીયા, સુંધામાતા, રામદેવરા, શ્રીનાથજી 10,000/- પાંચ જ્યોતિર્લિંગ, શ્રીડી, શિગ્ણાપુર, મુંબઈ, સાપુતારા, 8,000/- ઉજ્જૈન ઓમકારેશ્વર 6,000/- 99257 27894. દાનવ યાત્રા- ચાલો અયોધ્યા, આબાગાદ્વારા, કાશી, ઉજ્જૈન, દિવસ- 12. ઉપડવાની તારીખ 07/ 10/ 25. કોન્ટેક્ટ- (રમેશભાઈ) 94092 73592 42900 (2X2 સ્લીપર બસ જુજ સીટ બાકી). ચાલો હરિદ્વાર- શ્રીમદ ભાગવત કથા રિસિશ્મન્ગ, સોવા- જમવા, રેલ ટીકીટ સાથે, 5,100/- માહિતી માટે કોલ, ચોટસેપ કરો- 93272 78255. દેવ યાત્રા- જુનાગઢ (1) હરિદ્વાર, મથુરા, અયોધ્યા, તારીખ 20/ 10. (2) કચ્છ, માંડવી, નારાયણ સરોવર, 94092 62523. કાશી તારીખ 10/ 10- (3) ચંપારણ, કલકત્તા, નેપાળ, તારીખ 19/ 10. ફિક્ષડ ટુર 61001. દિવાળી વેકેશન, દિલ્હી, હરિદ્વાર, મથુરા, ઋષિકેશ, અયોધ્યા, છપૈયા, પ્રયાગરાજ, વારાણસી, મથુરા, આગ્રા, (હોટલ બુકિંગ, ગુજરાતી જમણ). 97261 38756, 97261 38756. ગણેશ ટ્રાવેલ્સ ભાઈબીજ ગોકુલ મથુરા હરિદ્વાર મસૂરી ઋષિકેશ વૈષ્ણોદેવી. 94255 44410. 99799 02458. ઇન્ડિયા ટ્રાવેલ્સ કાળી શ્રીજી. 02812 13456. હરિદ્વાર, મથુરા, ખાટુશ્યામ દિવસ- 12. સ્લીપર કોચ. 94269 81477. ધારેશ્વર યાત્રા સંઘ (1) ભાઈબીજ મથુરા, હરિદ્વાર, નૈનીતાલ (19- 10) (2) રાયણ રાજસ્થાન (22- 10) 99246 43391. પચાસપાડ, બદ્રીકેદાર, ગંગોત્રી, યમનોત્રી, હરિદ્વાર, દિવસ- 15, 1 ઓક્ટોબર. 97378 96255. સારાના ધામ (1) ત્રિવેણીસંગમ (2) ચંપારણ, પ્રયાગરાજ. 94272 42826. ગાયત્રી- ભાઈબીજ હરિદ્વાર, કાશી, અયોધ્યા, કલકત્તા, ગંગાસાગર, જગન્નાથપુરી. 94272 42826. ગાયત્રી, કોલક રાજસ્થાન, ખાટુશ્યામ, નાસિક, શિરડી, મહાબળેશ્વર, મુંબઈ, ઉજ્જૈન. કારવાનું યાત્રા, ભાઈબીજ સ્નાન. 99254 02458. હરિદ્વાર, ઋષિકેશ, પ્રયાગરાજ, કાશી, ગયા, 14 દિવસ. 94267 93327. — [1237, 263, 1394, 1359]
ad: પ્લોટ જોઈએ છે. કાલાવડ રોડ, મવડી, ઓફિસ રોડ, યુનિવર્સિટી રોડ, ગોંડલ રોડ, રીંગરોડ-2, મવડી, કાર્ગીલ, ધનવંતરી, રાણીપર, મેટોડા, સુરતમ, વાગુડડ, ગોંડલ, રાજકોટ માટે આવી. 97273 06200. પ્લોટ જોઈએ છે. (તાલાલીક) (200 થી 1000/ 2000/ 5000/ વાર સુધી) ઇશ્વરીયા, અમરેલી, હળવદ, મોરબી, કુવાડવા, શિશ્યાણ, મેટોડા, વાગુડડ, આકાશ- સ્વર્ગ, ગોંડલ. 98250 60563. 3 BHK ફ્લેટ જોઈએ છે. 2 ડ્રોન, પાડીવાડ, ઘંટેશ્વર, રામાપીર- 98251 60563. ફ્લેટ જોઈએ છે, ફુલ્લી ફર્નિશ્ડ, નાણાવટી ચોક, 150 ફુટ રોડ. 95740 44044. પ્લોટ વેચવાનો છે. સાધુવાસવાણી કુંજ રોડ, (લેન્ગ્થ) 130 થી 580 વાર. લાભાપાર્ક- 2800 થી 1500 વાર. 2800 વાર/ ઇશ્વરિયા- 200 TO 500 વાર. (રમેશભાઈ) 98250 23541. ઓફિસ જોઈએ છે, લક્ષ્મી ડવાણ, 150 ફુટ. રોડ. 98251 60563. — [729, 1255, 886, 1764]
cyan-mark — [781, 2235, 792, 2246]
promo-tag: ટચુકડી જાહેરખબર — [1435, 1582, 1535, 1597]
promo-brand: ગુજરાત સમાચાર — [1408, 1518, 1563, 1541]
call-number: Call : +91 7573028015 — [1081, 174, 1537, 217]
subsection-heading: રાજપૂત — [51, 1449, 209, 1470]
registration-marks-left — [46, 2235, 102, 2246]
car-icon: 🚗 — [1462, 1626, 1509, 1670]
auto-promo — [1406, 1516, 1565, 1762]
section-heading: મોરબી રોડ — [221, 727, 378, 750]
ad: પ્લોટ- મોરબી રોડ, હડાળા, સર્વે નંબર- 232 સુગણનગર, 239- આરતપાર્ક- 97341 21982. — [221, 777, 378, 851]
